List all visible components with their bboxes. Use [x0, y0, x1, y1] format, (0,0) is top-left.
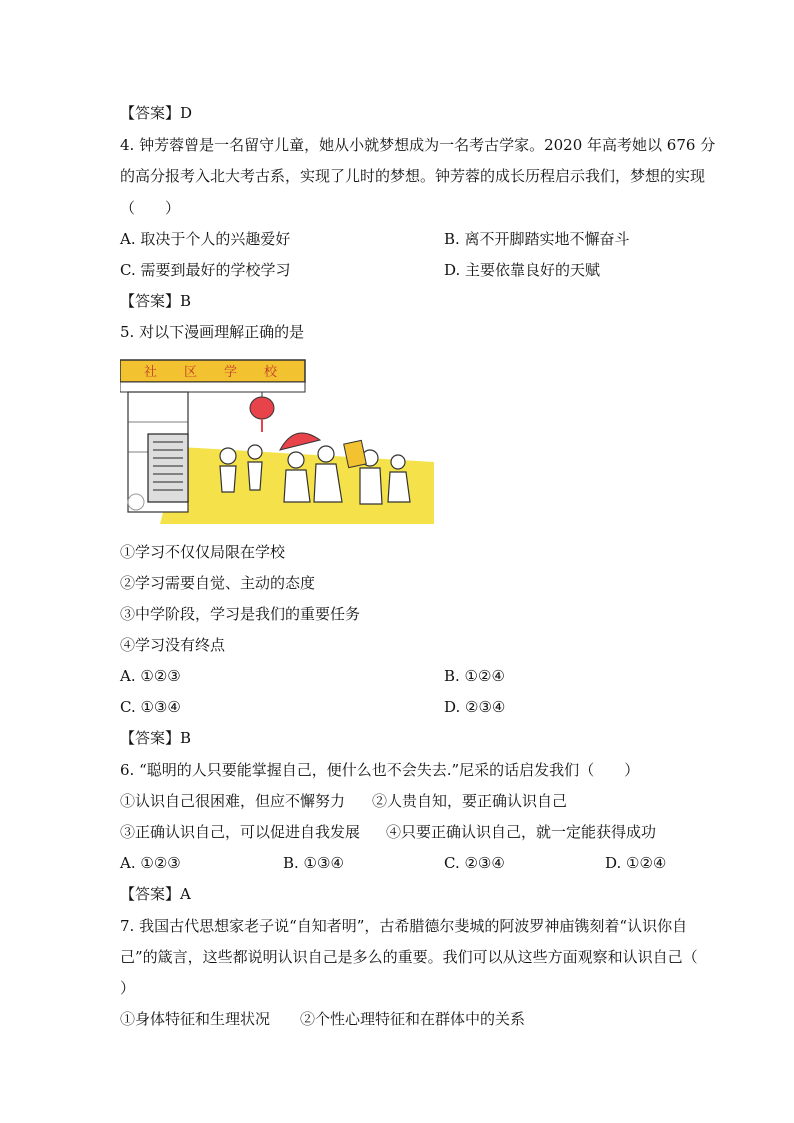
q6-stem: 6. “聪明的人只要能掌握自己，便什么也不会失去.”尼采的话启发我们（ ）	[120, 761, 640, 779]
q6-option-b: B. ①③④	[283, 854, 344, 872]
q4-stem-line3: （ ）	[120, 199, 181, 217]
q6-option-c: C. ②③④	[444, 854, 505, 872]
q6-statement-3: ③正确认识自己，可以促进自我发展	[120, 823, 361, 841]
answer-q6: 【答案】A	[120, 885, 191, 903]
cartoon-fan	[280, 433, 320, 450]
q7-stem-line2: 己”的箴言，这些都说明认识自己是多么的重要。我们可以从这些方面观察和认识自己（	[120, 948, 698, 966]
q5-statement-1: ①学习不仅仅局限在学校	[120, 543, 286, 561]
q7-stem-line3: ）	[120, 979, 136, 997]
q4-option-b: B. 离不开脚踏实地不懈奋斗	[444, 230, 630, 248]
q6-option-d: D. ①②④	[605, 854, 667, 872]
q4-option-c: C. 需要到最好的学校学习	[120, 261, 291, 279]
q6-option-a: A. ①②③	[120, 854, 181, 872]
answer-q4: 【答案】B	[120, 292, 192, 310]
q5-option-a: A. ①②③	[120, 667, 181, 685]
q4-stem-line1: 4. 钟芳蓉曾是一名留守儿童，她从小就梦想成为一名考古学家。2020 年高考她以 676 分	[120, 136, 716, 154]
answer-q5: 【答案】B	[120, 729, 192, 747]
q5-statement-3: ③中学阶段，学习是我们的重要任务	[120, 605, 361, 623]
cartoon-eave	[120, 382, 305, 392]
cartoon-sign-char-3: 学	[224, 365, 238, 380]
q6-statement-1: ①认识自己很困难，但应不懈努力	[120, 792, 346, 810]
q5-option-d: D. ②③④	[444, 698, 506, 716]
community-school-cartoon	[120, 352, 434, 524]
q6-statement-4: ④只要正确认识自己，就一定能获得成功	[386, 823, 657, 841]
cartoon-lantern	[250, 397, 274, 419]
cartoon-sign-char-2: 区	[184, 365, 198, 380]
q5-statement-2: ②学习需要自觉、主动的态度	[120, 574, 316, 592]
q5-statement-4: ④学习没有终点	[120, 636, 226, 654]
q7-statement-1: ①身体特征和生理状况	[120, 1010, 271, 1028]
q7-stem-line1: 7. 我国古代思想家老子说“自知者明”，古希腊德尔斐城的阿波罗神庙镌刻着“认识你自	[120, 917, 688, 935]
cartoon-sign-char-4: 校	[264, 365, 278, 380]
q4-option-d: D. 主要依靠良好的天赋	[444, 261, 601, 279]
q5-option-c: C. ①③④	[120, 698, 181, 716]
q6-statement-2: ②人贵自知，要正确认识自己	[372, 792, 568, 810]
cartoon-notice-board	[148, 434, 188, 502]
q7-statement-2: ②个性心理特征和在群体中的关系	[300, 1010, 526, 1028]
answer-q3: 【答案】D	[120, 104, 193, 122]
q4-stem-line2: 的高分报考入北大考古系，实现了儿时的梦想。钟芳蓉的成长历程启示我们，梦想的实现	[120, 167, 706, 185]
q5-stem: 5. 对以下漫画理解正确的是	[120, 323, 305, 341]
cartoon-sign-char-1: 社	[144, 365, 158, 380]
q4-option-a: A. 取决于个人的兴趣爱好	[120, 230, 291, 248]
q5-option-b: B. ①②④	[444, 667, 505, 685]
